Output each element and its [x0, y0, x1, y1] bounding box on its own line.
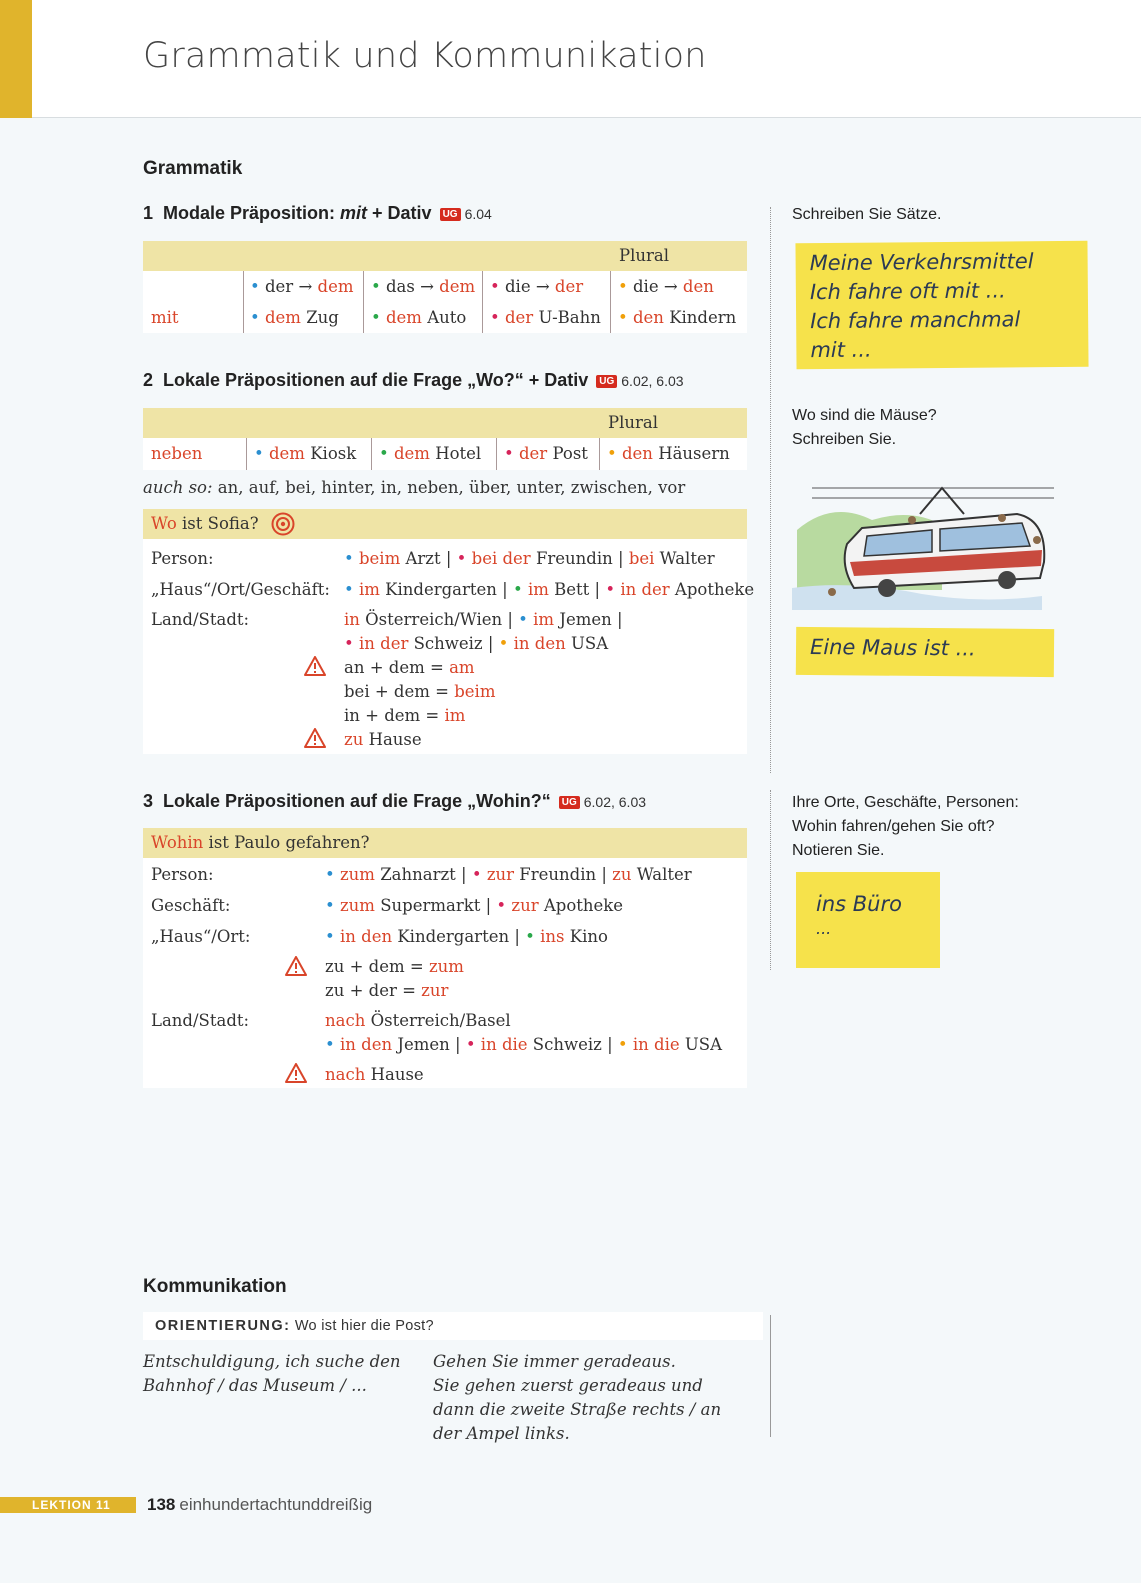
wohin-land-1: nach Österreich/Basel: [325, 1011, 511, 1030]
s2-label: neben: [151, 444, 203, 463]
wohin-person: • zum Zahnarzt | • zur Freundin | zu Walter: [325, 865, 692, 884]
wohin-haus-label: „Haus“/Ort:: [151, 927, 251, 946]
kommunikation-heading: Kommunikation: [143, 1276, 287, 1297]
wo-land-2: • in der Schweiz | • in den USA: [344, 634, 609, 653]
wo-haus-label: „Haus“/Ort/Geschäft:: [151, 580, 330, 599]
warning-icon: [304, 728, 326, 748]
s1-example-4: • den Kindern: [618, 308, 737, 327]
wohin-rule-1: zu + dem = zum: [325, 957, 464, 976]
wohin-question-band: Wohin ist Paulo gefahren?: [143, 828, 747, 858]
s1-form-1: • der → dem: [250, 277, 354, 296]
wo-rule-3: in + dem = im: [344, 706, 466, 725]
column-divider: [770, 207, 771, 773]
section-1-title: 1 Modale Präposition: mit + Dativ UG 6.04: [143, 203, 492, 223]
wo-rule-1: an + dem = am: [344, 658, 475, 677]
target-icon: [271, 512, 295, 536]
side-task-1: Schreiben Sie Sätze.: [792, 206, 942, 223]
side-task-2: Wo sind die Mäuse? Schreiben Sie.: [792, 407, 937, 448]
wo-land-label: Land/Stadt:: [151, 610, 250, 629]
s1-form-4: • die → den: [618, 277, 714, 296]
column-divider: [770, 790, 771, 970]
page-number: 138 einhundertachtunddreißig: [147, 1495, 373, 1514]
header-bar: [0, 0, 1141, 118]
s2-also: auch so: an, auf, bei, hinter, in, neben, über, unter, zwischen, vor: [143, 478, 686, 497]
komm-left: Entschuldigung, ich suche den Bahnhof / das Museum / ...: [143, 1352, 401, 1395]
lektion-tag: LEKTION 11: [0, 1497, 136, 1513]
page-title: Grammatik und Kommunikation: [143, 36, 707, 76]
plural-label: Plural: [608, 413, 659, 432]
tram-illustration: [792, 470, 1057, 615]
wohin-geschaeft-label: Geschäft:: [151, 896, 231, 915]
s2-example-2: • dem Hotel: [379, 444, 482, 463]
warning-icon: [285, 1063, 307, 1083]
wo-haus: • im Kindergarten | • im Bett | • in der Apotheke: [344, 580, 755, 599]
section-2-title: 2 Lokale Präpositionen auf die Frage „Wo?“ + Dativ UG 6.02, 6.03: [143, 370, 684, 390]
wo-zu-hause: zu Hause: [344, 730, 422, 749]
wohin-land-label: Land/Stadt:: [151, 1011, 250, 1030]
s1-label: mit: [151, 308, 179, 327]
s2-example-3: • der Post: [504, 444, 588, 463]
chapter-tab: [0, 0, 32, 118]
s1-form-3: • die → der: [490, 277, 584, 296]
warning-icon: [304, 656, 326, 676]
section-1-band: [143, 241, 747, 271]
grammatik-heading: Grammatik: [143, 158, 243, 179]
wo-land-1: in Österreich/Wien | • im Jemen |: [344, 610, 623, 629]
wohin-rule-2: zu + der = zur: [325, 981, 449, 1000]
wo-person: • beim Arzt | • bei der Freundin | bei Walter: [344, 549, 715, 568]
s2-example-4: • den Häusern: [607, 444, 730, 463]
wohin-haus: • in den Kindergarten | • ins Kino: [325, 927, 608, 946]
section-2-band: [143, 408, 747, 438]
wo-rule-2: bei + dem = beim: [344, 682, 496, 701]
s1-example-1: • dem Zug: [250, 308, 339, 327]
s2-example-1: • dem Kiosk: [254, 444, 357, 463]
wohin-land-2: • in den Jemen | • in die Schweiz | • in die USA: [325, 1035, 722, 1054]
s1-example-3: • der U-Bahn: [490, 308, 601, 327]
s1-example-2: • dem Auto: [371, 308, 467, 327]
section-3-title: 3 Lokale Präpositionen auf die Frage „Wohin?“ UG 6.02, 6.03: [143, 791, 647, 811]
wohin-nach-hause: nach Hause: [325, 1065, 424, 1084]
warning-icon: [285, 956, 307, 976]
wohin-geschaeft: • zum Supermarkt | • zur Apotheke: [325, 896, 624, 915]
column-divider: [770, 1315, 771, 1437]
sticky-note-2: Eine Maus ist ...: [796, 627, 1054, 677]
ug-badge: UG: [440, 208, 461, 221]
orientierung-label: ORIENTIERUNG: Wo ist hier die Post?: [155, 1318, 434, 1334]
wo-question-band: Wo ist Sofia?: [143, 509, 747, 539]
sticky-note-1: Meine Verkehrsmittel Ich fahre oft mit ... Ich fahre manchmal mit ...: [795, 241, 1088, 370]
ug-badge: UG: [559, 796, 580, 809]
s1-form-2: • das → dem: [371, 277, 476, 296]
side-task-3: Ihre Orte, Geschäfte, Personen: Wohin fahren/gehen Sie oft? Notieren Sie.: [792, 794, 1019, 859]
ug-badge: UG: [596, 375, 617, 388]
sticky-note-3: ins Büro ...: [796, 872, 940, 968]
komm-right: Gehen Sie immer geradeaus. Sie gehen zuerst geradeaus und dann die zweite Straße rechts / an der Ampel links.: [433, 1352, 722, 1443]
wohin-person-label: Person:: [151, 865, 214, 884]
wo-person-label: Person:: [151, 549, 214, 568]
plural-label: Plural: [619, 246, 670, 265]
